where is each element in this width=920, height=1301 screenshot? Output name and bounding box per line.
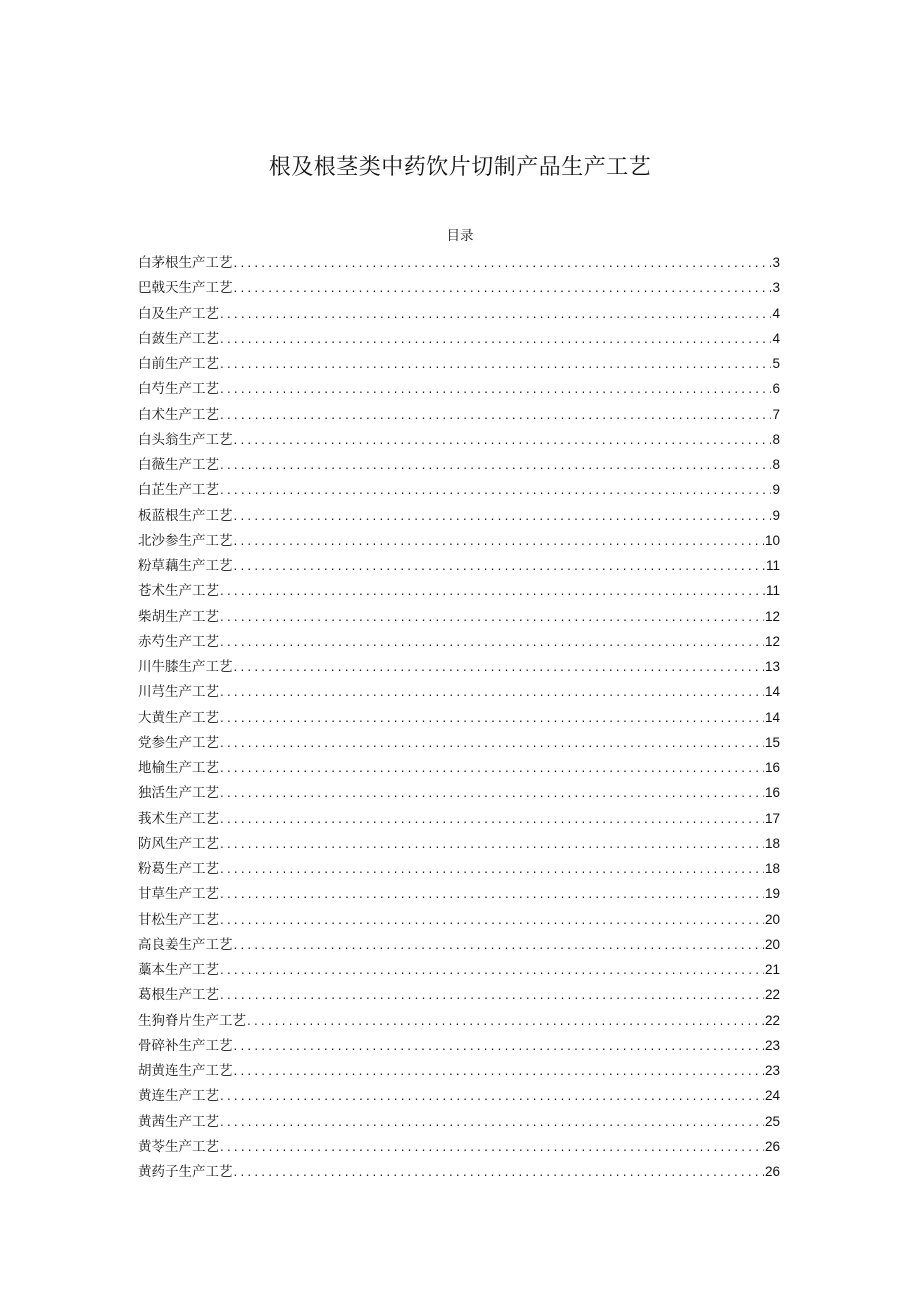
toc-dot-leader [234, 528, 764, 553]
toc-dot-leader [220, 326, 771, 351]
toc-entry-label: 独活生产工艺 [138, 785, 219, 802]
toc-entry[interactable] [138, 376, 780, 401]
toc-entry-page-number: 4 [772, 330, 780, 346]
toc-entry-label: 黄苓生产工艺 [138, 1138, 219, 1155]
toc-entry-label: 板蓝根生产工艺 [138, 507, 233, 524]
toc-entry-label: 白术生产工艺 [138, 406, 219, 423]
toc-entry[interactable] [138, 982, 780, 1007]
toc-entry[interactable] [138, 1159, 780, 1184]
toc-entry-label: 白及生产工艺 [138, 305, 219, 322]
toc-dot-leader [220, 376, 771, 401]
toc-dot-leader [247, 1008, 764, 1033]
toc-entry-page-number: 12 [764, 633, 780, 649]
toc-entry[interactable] [138, 326, 780, 351]
toc-entry-page-number: 26 [764, 1138, 780, 1154]
toc-entry-page-number: 26 [764, 1164, 780, 1179]
toc-entry[interactable] [138, 402, 780, 427]
toc-entry-page-number: 4 [772, 305, 780, 321]
toc-entry-page-number: 12 [764, 608, 780, 624]
toc-entry-page-number: 24 [764, 1088, 780, 1104]
toc-dot-leader [234, 250, 772, 275]
toc-entry-page-number: 23 [764, 1063, 780, 1078]
toc-entry[interactable] [138, 1033, 780, 1058]
toc-entry[interactable] [138, 1008, 780, 1033]
toc-dot-leader [234, 503, 772, 528]
toc-entry-label: 地榆生产工艺 [138, 760, 219, 776]
toc-entry[interactable] [138, 907, 780, 932]
toc-entry-label: 白前生产工艺 [138, 356, 219, 372]
toc-entry-label: 巴戟天生产工艺 [138, 280, 233, 297]
toc-entry[interactable] [138, 1083, 780, 1108]
toc-dot-leader [234, 427, 772, 452]
toc-dot-leader [220, 301, 771, 326]
toc-entry-page-number: 22 [764, 1012, 780, 1028]
toc-entry-label: 白头翁生产工艺 [138, 431, 233, 448]
toc-entry-label: 黄连生产工艺 [138, 1088, 219, 1105]
toc-entry-label: 白芷生产工艺 [138, 482, 219, 499]
toc-entry[interactable] [138, 705, 780, 730]
toc-dot-leader [220, 881, 764, 906]
toc-entry-page-number: 20 [764, 936, 780, 952]
toc-entry-label: 川牛膝生产工艺 [138, 659, 233, 675]
toc-entry[interactable] [138, 1134, 780, 1159]
toc-entry[interactable] [138, 301, 780, 326]
toc-entry-label: 赤芍生产工艺 [138, 633, 219, 650]
toc-dot-leader [234, 553, 765, 578]
toc-dot-leader [220, 806, 764, 831]
toc-entry[interactable] [138, 553, 780, 578]
toc-entry-page-number: 15 [764, 734, 780, 750]
toc-entry[interactable] [138, 654, 780, 679]
toc-dot-leader [220, 1109, 764, 1134]
toc-dot-leader [220, 477, 771, 502]
toc-entry-label: 骨碎补生产工艺 [138, 1037, 233, 1054]
toc-entry-page-number: 3 [772, 255, 780, 270]
toc-entry-page-number: 17 [764, 810, 780, 826]
toc-dot-leader [220, 402, 771, 427]
toc-entry-label: 甘草生产工艺 [138, 886, 219, 903]
toc-entry-label: 北沙参生产工艺 [138, 532, 233, 549]
toc-dot-leader [220, 1134, 764, 1159]
toc-dot-leader [234, 932, 764, 957]
toc-entry[interactable] [138, 1109, 780, 1134]
toc-entry-page-number: 22 [764, 987, 780, 1003]
toc-entry[interactable] [138, 780, 780, 805]
toc-dot-leader [220, 1083, 764, 1108]
toc-entry-page-number: 8 [772, 457, 780, 472]
toc-dot-leader [234, 1159, 764, 1184]
toc-entry-page-number: 20 [764, 911, 780, 927]
toc-entry-page-number: 18 [764, 835, 780, 851]
toc-entry[interactable] [138, 351, 780, 376]
toc-entry-page-number: 23 [764, 1037, 780, 1053]
toc-entry-label: 苍术生产工艺 [138, 583, 219, 600]
toc-entry-label: 柴胡生产工艺 [138, 608, 219, 625]
toc-entry[interactable] [138, 957, 780, 982]
toc-entry[interactable] [138, 806, 780, 831]
toc-dot-leader [234, 654, 764, 679]
toc-dot-leader [220, 730, 764, 755]
toc-dot-leader [220, 907, 764, 932]
toc-entry[interactable] [138, 755, 780, 780]
toc-entry-page-number: 9 [772, 507, 780, 523]
toc-entry[interactable] [138, 730, 780, 755]
toc-dot-leader [220, 629, 764, 654]
toc-entry-label: 大黄生产工艺 [138, 709, 219, 726]
toc-dot-leader [220, 452, 771, 477]
toc-dot-leader [234, 1033, 764, 1058]
toc-entry[interactable] [138, 679, 780, 704]
toc-entry-page-number: 14 [764, 709, 780, 725]
table-of-contents [138, 250, 780, 1184]
toc-entry-label: 川芎生产工艺 [138, 684, 219, 701]
toc-dot-leader [220, 957, 764, 982]
toc-entry-label: 白芍生产工艺 [138, 381, 219, 398]
toc-entry-label: 胡黄连生产工艺 [138, 1063, 233, 1079]
toc-entry-page-number: 10 [764, 532, 780, 548]
toc-dot-leader [220, 351, 771, 376]
toc-dot-leader [234, 275, 772, 300]
toc-dot-leader [220, 982, 764, 1007]
toc-entry[interactable] [138, 831, 780, 856]
toc-entry-page-number: 9 [772, 482, 780, 498]
toc-entry-page-number: 16 [764, 760, 780, 775]
toc-entry-label: 高良姜生产工艺 [138, 936, 233, 953]
toc-entry[interactable] [138, 604, 780, 629]
toc-entry-label: 粉草藕生产工艺 [138, 558, 233, 574]
toc-entry[interactable] [138, 578, 780, 603]
toc-entry-page-number: 13 [764, 659, 780, 674]
toc-entry[interactable] [138, 881, 780, 906]
toc-dot-leader [234, 1058, 764, 1083]
toc-entry-label: 莪术生产工艺 [138, 810, 219, 827]
toc-dot-leader [220, 578, 765, 603]
toc-dot-leader [220, 856, 764, 881]
toc-entry-page-number: 16 [764, 785, 780, 801]
toc-entry-label: 白茅根生产工艺 [138, 255, 233, 271]
toc-entry-label: 粉葛生产工艺 [138, 861, 219, 877]
toc-heading: 目录 [446, 228, 474, 244]
toc-entry[interactable] [138, 452, 780, 477]
toc-entry-label: 白蔹生产工艺 [138, 330, 219, 347]
toc-entry-page-number: 6 [772, 381, 780, 397]
toc-entry-page-number: 25 [764, 1113, 780, 1129]
toc-entry-page-number: 8 [772, 431, 780, 447]
toc-entry[interactable] [138, 275, 780, 300]
toc-entry-label: 葛根生产工艺 [138, 987, 219, 1004]
toc-entry-page-number: 18 [764, 861, 780, 876]
toc-entry-page-number: 21 [764, 962, 780, 977]
toc-dot-leader [220, 679, 764, 704]
toc-entry-label: 藁本生产工艺 [138, 962, 219, 978]
toc-entry[interactable] [138, 528, 780, 553]
toc-entry[interactable] [138, 932, 780, 957]
toc-dot-leader [220, 705, 764, 730]
toc-entry-page-number: 7 [772, 406, 780, 422]
toc-entry[interactable] [138, 427, 780, 452]
toc-entry-label: 生狗脊片生产工艺 [138, 1012, 246, 1029]
toc-entry-page-number: 5 [772, 356, 780, 371]
toc-entry-label: 党参生产工艺 [138, 734, 219, 751]
toc-entry[interactable] [138, 1058, 780, 1083]
toc-entry-page-number: 19 [764, 886, 780, 902]
toc-entry-page-number: 11 [765, 558, 780, 573]
toc-entry-label: 白薇生产工艺 [138, 457, 219, 473]
page-title: 根及根茎类中药饮片切制产品生产工艺 [268, 155, 652, 180]
toc-entry-label: 黄茜生产工艺 [138, 1113, 219, 1130]
toc-entry-page-number: 11 [765, 583, 780, 599]
toc-entry[interactable] [138, 629, 780, 654]
toc-entry-label: 甘松生产工艺 [138, 911, 219, 928]
toc-dot-leader [220, 780, 764, 805]
toc-entry[interactable] [138, 250, 780, 275]
toc-entry[interactable] [138, 856, 780, 881]
toc-entry-page-number: 14 [764, 684, 780, 700]
toc-entry-label: 防风生产工艺 [138, 835, 219, 852]
toc-entry-label: 黄药子生产工艺 [138, 1164, 233, 1180]
toc-entry[interactable] [138, 503, 780, 528]
toc-dot-leader [220, 831, 764, 856]
toc-entry[interactable] [138, 477, 780, 502]
toc-entry-page-number: 3 [772, 280, 780, 296]
toc-dot-leader [220, 755, 764, 780]
toc-dot-leader [220, 604, 764, 629]
